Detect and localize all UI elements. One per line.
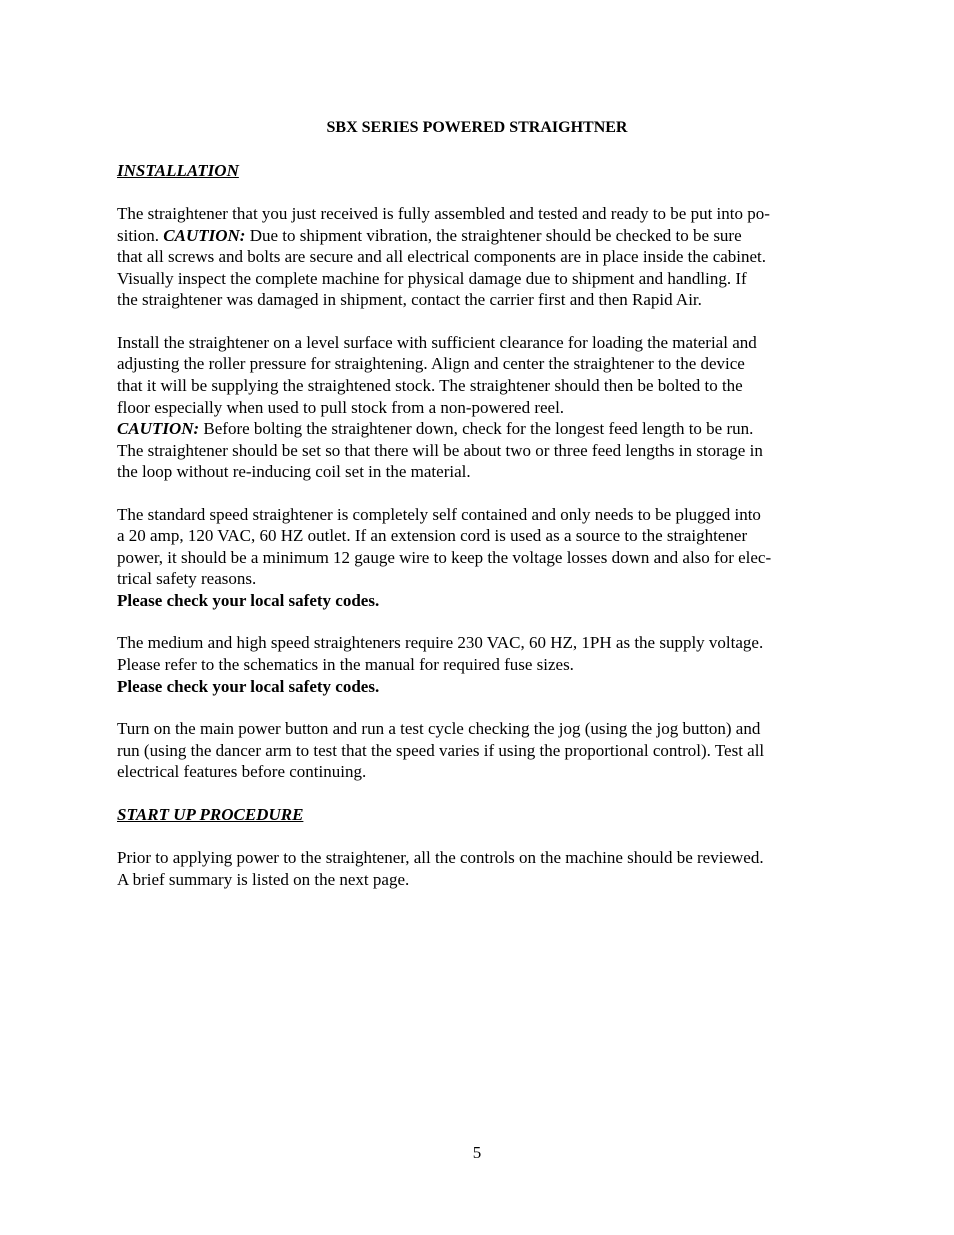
installation-p5-line-1: Turn on the main power button and run a test cycle checking the jog (using the jog button) and: [117, 719, 761, 738]
installation-p2-line-5: [117, 418, 753, 440]
installation-p3-line-1: The standard speed straightener is completely self contained and only needs to be plugged into: [117, 505, 761, 524]
installation-p2-line-7: the loop without re-inducing coil set in the material.: [117, 462, 471, 481]
installation-p1-line-5: the straightener was damaged in shipment, contact the carrier first and then Rapid Air.: [117, 290, 702, 309]
installation-p2-line-1: Install the straightener on a level surface with sufficient clearance for loading the material and: [117, 333, 757, 352]
installation-p4-line-2: Please refer to the schematics in the manual for required fuse sizes.: [117, 655, 574, 674]
page-number: 5: [472, 1143, 482, 1162]
installation-p2-line-3: that it will be supplying the straightened stock. The straightener should then be bolted to the: [117, 376, 743, 395]
safety-codes-note-2: Please check your local safety codes.: [117, 677, 380, 696]
caution-label: CAUTION:: [163, 226, 246, 245]
installation-p2-line-6: The straightener should be set so that there will be about two or three feed lengths in storage in: [117, 441, 763, 460]
safety-codes-note-1: Please check your local safety codes.: [117, 591, 380, 610]
installation-p1-line-1: The straightener that you just received is fully assembled and tested and ready to be put into po-: [117, 204, 770, 223]
installation-p2-line-4: floor especially when used to pull stock from a non-powered reel.: [117, 398, 565, 417]
startup-p1-line-1: Prior to applying power to the straightener, all the controls on the machine should be reviewed.: [117, 848, 764, 867]
installation-p1-line-4: Visually inspect the complete machine for physical damage due to shipment and handling. If: [117, 269, 747, 288]
installation-heading: INSTALLATION: [117, 161, 239, 180]
installation-p2-line-2: adjusting the roller pressure for straightening. Align and center the straightener to the device: [117, 354, 745, 373]
installation-p1-line-2: [117, 225, 742, 247]
installation-p5-line-3: electrical features before continuing.: [117, 762, 367, 781]
text-run: Before bolting the straightener down, check for the longest feed length to be run.: [199, 419, 754, 438]
text-run: sition.: [117, 226, 164, 245]
caution-label: CAUTION:: [117, 419, 200, 438]
installation-p4-line-1: The medium and high speed straighteners require 230 VAC, 60 HZ, 1PH as the supply voltage.: [117, 633, 764, 652]
startup-p1-line-2: A brief summary is listed on the next page.: [117, 870, 410, 889]
page-title: SBX SERIES POWERED STRAIGHTNER: [326, 119, 628, 136]
installation-p3-line-4: trical safety reasons.: [117, 569, 257, 588]
installation-p1-line-3: that all screws and bolts are secure and all electrical components are in place inside the cabinet.: [117, 247, 767, 266]
installation-p3-line-3: power, it should be a minimum 12 gauge wire to keep the voltage losses down and also for elec-: [117, 548, 772, 567]
text-run: Due to shipment vibration, the straightener should be checked to be sure: [245, 226, 742, 245]
installation-p3-line-2: a 20 amp, 120 VAC, 60 HZ outlet. If an extension cord is used as a source to the straightener: [117, 526, 748, 545]
installation-p5-line-2: run (using the dancer arm to test that the speed varies if using the proportional control). Test all: [117, 741, 765, 760]
startup-heading: START UP PROCEDURE: [117, 805, 304, 824]
